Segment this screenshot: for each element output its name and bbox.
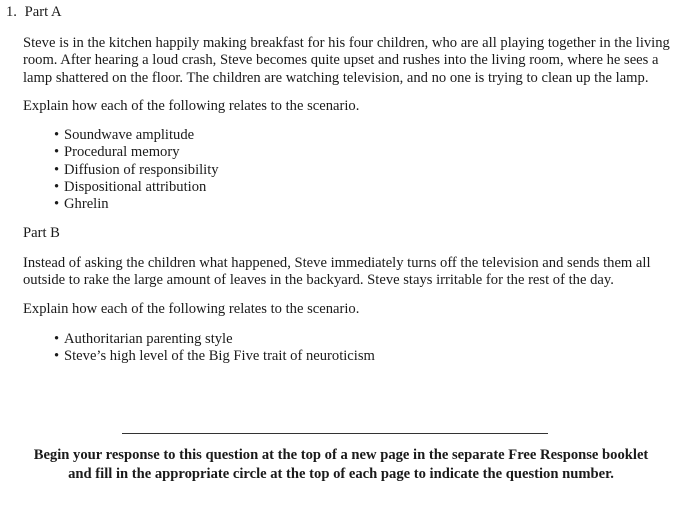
bullet-icon: • [54, 348, 60, 365]
list-item: • Dispositional attribution [54, 178, 207, 195]
part-b-scenario: Instead of asking the children what happened, Steve immediately turns off the television and sends them all outside to rake the large amount of leaves in the backyard. Steve stays irritable for the rest of the day. [23, 255, 651, 289]
part-b-list [54, 331, 375, 366]
list-item: • Procedural memory [54, 144, 180, 161]
bullet-icon: • [54, 331, 60, 347]
list-item: • Steve’s high level of the Big Five trait of neuroticism [54, 348, 375, 365]
part-a-heading [6, 4, 62, 21]
bullet-icon: • [54, 178, 60, 195]
list-item: • Authoritarian parenting style [54, 331, 233, 347]
part-a-scenario: Steve is in the kitchen happily making breakfast for his four children, who are all playing together in the living room. After hearing a loud crash, Steve becomes quite upset and rushes into the living room, where he sees a lamp shattered on the floor. The children are watching television, and no one is trying to clean up the lamp. [23, 35, 670, 86]
list-item: • Diffusion of responsibility [54, 161, 219, 178]
divider [122, 433, 548, 434]
bullet-icon: • [54, 196, 60, 213]
instruction-line-2: and fill in the appropriate circle at the top of each page to indicate the question number. [68, 465, 614, 482]
part-a-label: Part A [24, 4, 62, 20]
bullet-icon: • [54, 127, 60, 143]
part-a-prompt: Explain how each of the following relates to the scenario. [23, 98, 360, 114]
bullet-icon: • [54, 144, 60, 161]
instruction-line-1: Begin your response to this question at the top of a new page in the separate Free Response booklet [33, 447, 649, 463]
bullet-icon: • [54, 161, 60, 178]
question-number: 1. [6, 4, 17, 20]
list-item: • Ghrelin [54, 196, 109, 213]
response-instructions [0, 446, 682, 483]
part-a-list [54, 127, 219, 213]
part-b-label: Part B [23, 225, 60, 241]
list-item: • Soundwave amplitude [54, 127, 195, 143]
part-b-prompt: Explain how each of the following relates to the scenario. [23, 301, 360, 317]
